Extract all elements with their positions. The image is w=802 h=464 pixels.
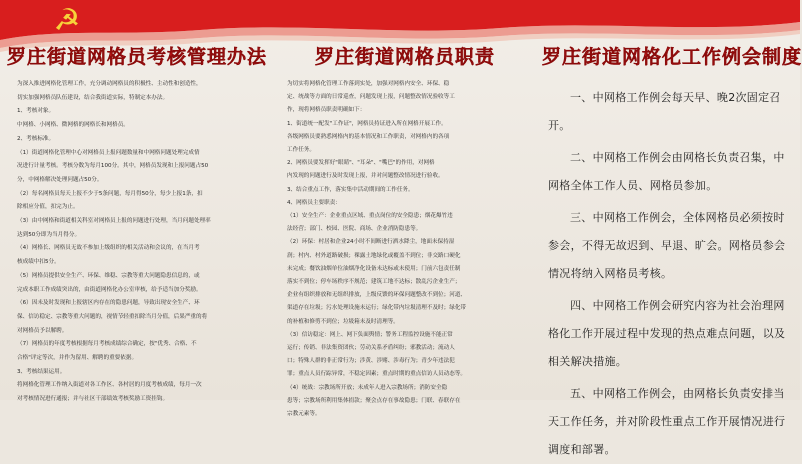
text-line: 运行；传销、非法集资团伙；劳动关系矛盾纠纷；邪教活动；流动人 [287,345,455,352]
text-line: 达到50分即为当月得分。 [17,231,81,238]
text-line: 核成绩中扣5分。 [17,259,60,266]
panel-title: 罗庄街道网格员职责 [314,46,495,68]
text-line: 工作任务。 [287,147,315,154]
panel-body [6,78,268,407]
text-line: 罪；重点人员行踪异常，不稳定因素；重点时期的重点信访人员动态等。 [287,371,467,378]
text-line: 2、考核标准。 [17,135,55,142]
rule-item: 五、中网格工作例会，由网格长负责安排当天工作任务，并对阶段性重点工作开展情况进行调度和部署。 [548,387,786,456]
text-line: 的补植和修剪不到位；垃圾箱未及时清理等。 [287,318,399,325]
panel-body [276,78,534,421]
text-line: 企业有组织排放和无组织排放，上级反馈的环保问题整改不到位；河道、 [287,292,467,299]
text-line: 1、考核对象。 [17,108,55,115]
text-line: 落实不到位；停车场秩序不规范；建筑工地不达标；散乱污企业生产； [287,279,461,286]
rule-item: 三、中网格工作例会，全体网格员必须按时参会，不得无故迟到、早退、旷会。网格员参会情况将纳入网格员考核。 [548,211,786,280]
text-line: 对考核情况进行通报；并与社区干部绩效考核奖励工资挂钩。 [17,396,169,403]
rule-item: 四、中网格工作例会研究内容为社会治理网格化工作开展过程中发现的热点难点问题，以及相关解决措施。 [548,299,786,368]
assessment-panel [6,44,268,403]
hammer-sickle-icon: ☭ [53,3,81,38]
text-line: 1、街道统一配发"工作证"，网格员持证进入所在网格开展工作。 [287,120,447,127]
text-line: （4）统战：宗教场所开放；未成年人进入宗教场所；消防安全隐 [287,384,448,391]
text-line: （3）由中网格和街道相关科室对网格员上报的问题进行处理，当月问题处理率 [17,218,211,225]
text-line: 口；特殊人群的非正常行为；涉黄、涉赌、涉毒行为；青少年违法犯 [287,358,455,365]
text-line: 渠道存在垃圾；污水处理设施未运行；绿化带内垃圾清理不及时；绿化带 [287,305,467,312]
text-line: （1）安全生产：企业重点区域、重点岗位的安全隐患；烟花爆竹违 [287,213,453,220]
text-line: 法经营；部门、校园、医院、商场、企业消防隐患等。 [287,226,422,233]
text-line: 为深入推进网格化管理工作，充分调动网格员的积极性、主动性和创造性， [17,81,202,87]
rule-item: 一、中网格工作例会每天早、晚2次固定召开。 [548,91,781,132]
text-line: （6）因未及时发现和上报辖区内存在的隐患问题，导致出现安全生产、环 [17,300,200,307]
duties-panel [276,44,534,418]
text-line: 作，现将网格员职责明确如下： [287,107,366,114]
panel-title: 罗庄街道网格员考核管理办法 [6,46,267,68]
text-line: 分，中网格解决处理问题占50分。 [17,176,103,183]
text-line: 中网格、小网格、微网格的网格长和网格员。 [17,122,129,129]
text-line: 4、网格员主要职责： [287,199,341,206]
text-line: 未完成；餐饮油烟单位油烟净化设备未达标或未使用；门前六包责任制 [287,265,461,272]
rule-item: 二、中网格工作例会由网格长负责召集，中网格全体工作人员、网格员参加。 [548,151,785,192]
panel-title: 罗庄街道网格化工作例会制度 [542,46,802,68]
text-line: 2、网格员要发挥好"眼睛"、"耳朵"、"嘴巴"的作用，对网格 [287,160,435,167]
text-line: （3）信访稳定：网上、网下负面舆情；警务工程监控设施不能正常 [287,331,453,338]
text-line: 3、结合重点工作，落实集中活动期间的工作任务。 [287,186,414,193]
text-line: 完成本职工作成绩突出的，由街道网格化办公室审核，给予适当加分奖励。 [17,286,202,293]
text-line: 为切实将网格化管理工作落到实处，加强对网格内安全、环保、稳 [287,81,450,87]
text-line: （2）每名网格员每天上报不少于5条问题，每月得50分，每少上报1条，扣 [17,190,203,197]
text-line: 保、信访稳定、宗教等重大问题的，视情节轻重扣除当月分值，后果严重的将 [17,313,208,320]
text-line: 除相应分值，扣完为止。 [17,204,79,211]
panel-body [542,84,794,464]
text-line: 3、考核结果运用。 [17,368,66,375]
text-line: 宗教元素等。 [287,411,321,418]
text-line: 各级网格员要熟悉网格内的基本情况和工作职责，对网格内的各项 [287,133,450,140]
text-line: （5）网格员提供安全生产、环保、维稳、宗教等重大问题隐患信息的，或 [17,272,200,279]
text-line: （2）环保：村居和企业24小时不间断进行洒水降尘，地面未保持湿 [287,239,455,246]
meeting-rules-panel [542,44,802,456]
text-line: 将网格化管理工作纳入街道对各工作区、各村居的月度考核成绩，每月一次 [17,382,202,389]
text-line: 润；村内、村外道路破损；裸露土地绿化或覆盖不到位；非交路口硬化 [287,252,461,259]
text-line: （1）街道网格化管理中心对网格员上报问题数量和中网格问题处理完成情 [17,149,200,156]
text-line: 内发现的问题进行及时发现上报，并对问题整改情况进行验收。 [287,173,444,180]
text-line: 对网格员予以解聘。 [17,327,68,334]
text-line: 合格"评定等次，并作为留用、解聘的重要依据。 [17,355,138,362]
text-line: （7）网格员的年度考核根据每月考核成绩综合确定，按"优秀、合格、不 [17,341,197,348]
text-line: （4）网格长、网格员无故不参加上级组织的相关活动和会议的，在当月考 [17,245,200,252]
text-line: 患等；宗教场所利用集体捐款；聚会点存在事故隐患；门联、春联存在 [287,397,461,404]
text-line: 定、统战等方面的日常巡查，问题发现上报，问题整改情况验收等工 [287,94,455,101]
text-line: 切实加强网格员队伍建设，结合我街道实际，特制定本办法。 [17,94,169,101]
text-line: 况进行计量考核。考核分数为每月100分。其中，网格员发现和上报问题占50 [17,163,209,170]
